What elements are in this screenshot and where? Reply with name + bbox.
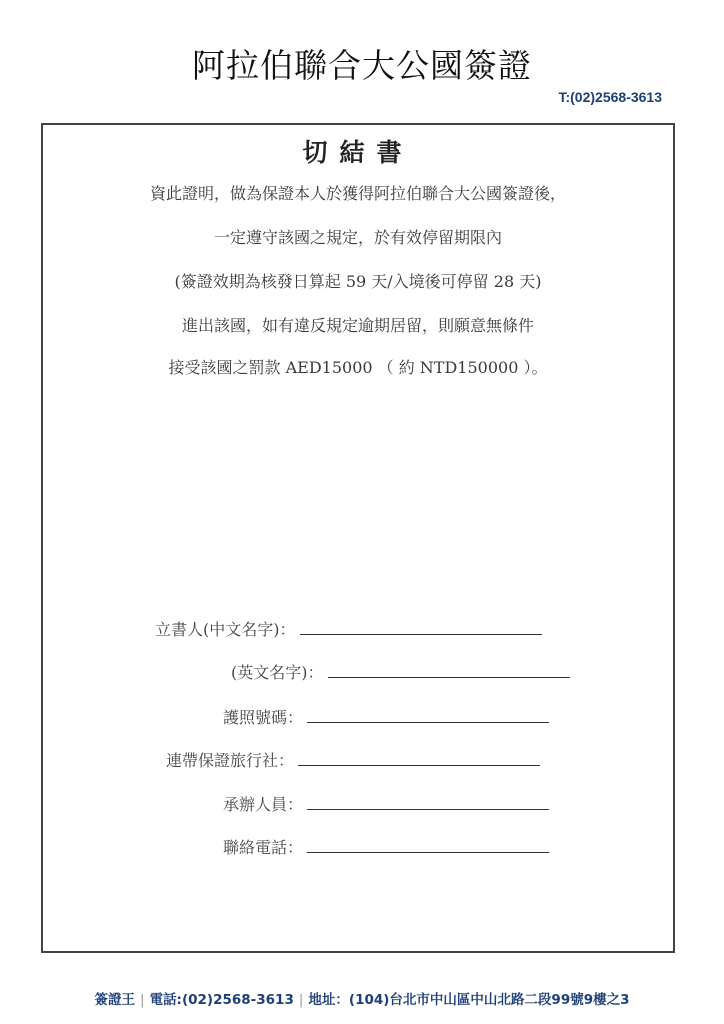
- body-line-3: (簽證效期為核發日算起 59 天/入境後可停留 28 天): [174, 272, 542, 291]
- signature-line[interactable]: [307, 708, 549, 723]
- field-label: 承辦人員：: [223, 795, 304, 814]
- field-english-name: [231, 660, 570, 683]
- field-label: 護照號碼：: [223, 708, 304, 727]
- affidavit-frame: [41, 123, 675, 953]
- header-phone: T:(02)2568-3613: [558, 89, 662, 105]
- signature-line[interactable]: [298, 751, 540, 766]
- field-label: 聯絡電話：: [223, 838, 304, 857]
- footer-separator: |: [298, 992, 304, 1008]
- body-line-1: 資此證明，做為保證本人於獲得阿拉伯聯合大公國簽證後，: [149, 184, 566, 203]
- signature-line[interactable]: [307, 795, 549, 810]
- field-label: (英文名字)：: [231, 663, 324, 682]
- field-handler: [223, 792, 549, 815]
- field-guarantor-agency: [166, 748, 540, 771]
- footer: [0, 988, 724, 1008]
- field-signer-chinese-name: [155, 617, 542, 640]
- signature-line[interactable]: [328, 663, 570, 678]
- field-label: 連帶保證旅行社：: [166, 751, 295, 770]
- signature-line[interactable]: [307, 838, 549, 853]
- signature-line[interactable]: [300, 620, 542, 635]
- footer-phone: 電話:(02)2568-3613: [149, 992, 294, 1008]
- document-heading: 切結書: [302, 138, 414, 167]
- footer-address: 地址：(104)台北市中山區中山北路二段99號9樓之3: [308, 992, 630, 1008]
- field-label: 立書人(中文名字)：: [155, 620, 296, 639]
- body-line-5: 接受該國之罰款 AED15000 （ 約 NTD150000 ）。: [168, 358, 548, 377]
- body-line-2: 一定遵守該國之規定，於有效停留期限內: [213, 228, 502, 247]
- field-contact-phone: [223, 835, 549, 858]
- page-title: 阿拉伯聯合大公國簽證: [192, 46, 532, 85]
- footer-brand: 簽證王: [94, 992, 135, 1008]
- footer-separator: |: [140, 992, 145, 1008]
- field-passport-number: [223, 705, 549, 728]
- body-line-4: 進出該國，如有違反規定逾期居留，則願意無條件: [181, 316, 534, 335]
